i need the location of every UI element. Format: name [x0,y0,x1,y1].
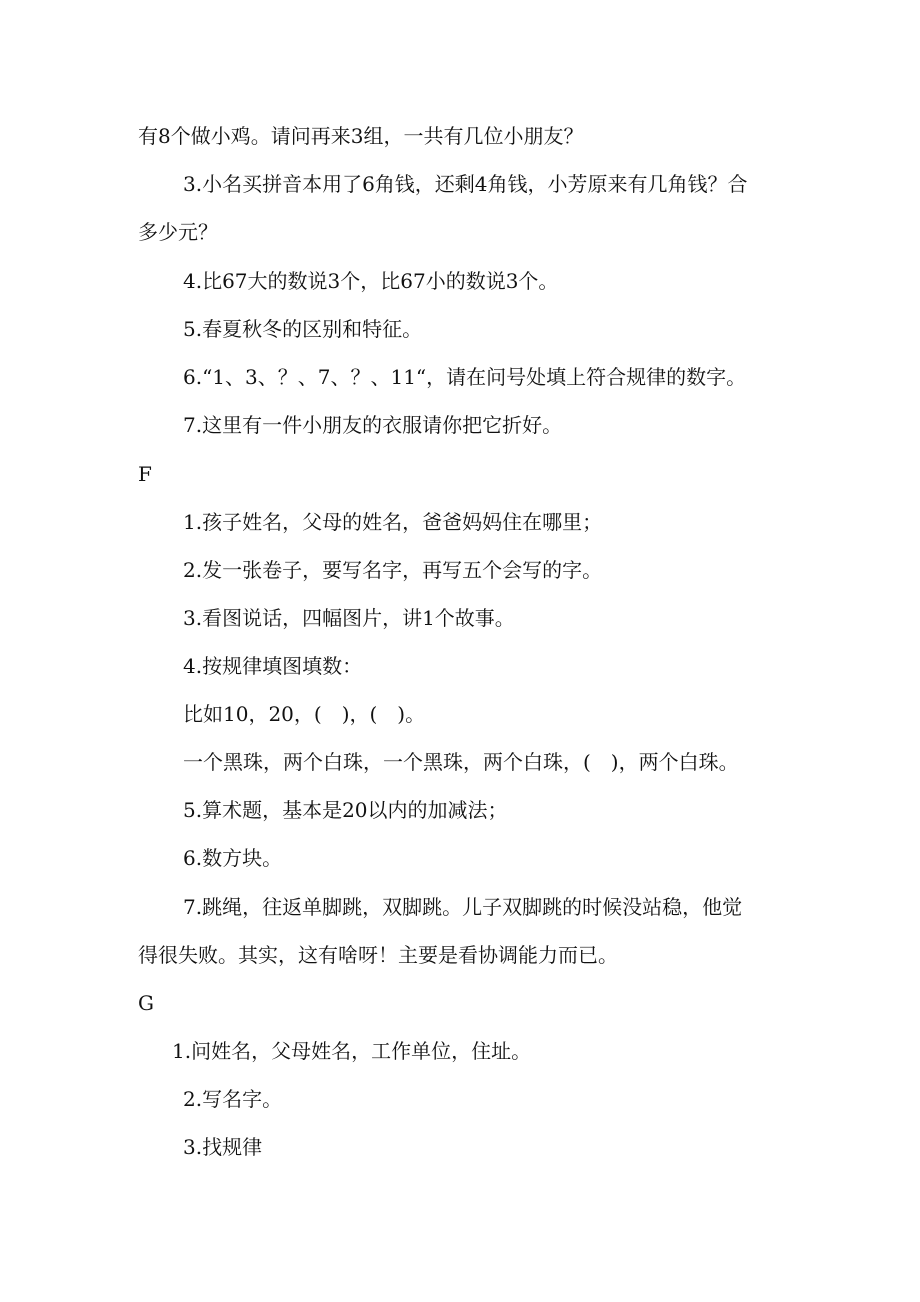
text-line: 6.“1、3、？、7、？、11“，请在问号处填上符合规律的数字。 [183,365,747,389]
text-line: 3.小名买拼音本用了6角钱，还剩4角钱，小芳原来有几角钱？合 [183,172,748,196]
text-line: 3.看图说话，四幅图片，讲1个故事。 [183,606,515,630]
text-line: 7.跳绳，往返单脚跳，双脚跳。儿子双脚跳的时候没站稳，他觉 [183,895,743,919]
section-heading: G [138,991,154,1015]
text-line: 4.按规律填图填数： [183,654,363,678]
text-line: 4.比67大的数说3个，比67小的数说3个。 [183,269,559,293]
text-line: 得很失败。其实，这有啥呀！主要是看协调能力而已。 [138,943,618,967]
text-line: 有8个做小鸡。请问再来3组，一共有几位小朋友？ [138,124,584,148]
text-line: 1.问姓名，父母姓名，工作单位，住址。 [172,1039,532,1063]
text-line: 2.发一张卷子，要写名字，再写五个会写的字。 [183,558,603,582]
text-line: 6.数方块。 [183,846,283,870]
text-line: 5.春夏秋冬的区别和特征。 [183,317,423,341]
text-line: 多少元？ [138,220,218,244]
text-line: 7.这里有一件小朋友的衣服请你把它折好。 [183,413,563,437]
text-line: 1.孩子姓名，父母的姓名，爸爸妈妈住在哪里； [183,510,603,534]
text-line: 一个黑珠，两个白珠，一个黑珠，两个白珠，( )，两个白珠。 [183,750,739,774]
text-line: 比如10，20，( )，( )。 [183,702,426,726]
section-heading: F [138,462,152,486]
text-line: 2.写名字。 [183,1087,283,1111]
text-line: 5.算术题，基本是20以内的加减法； [183,798,508,822]
text-line: 3.找规律 [183,1135,263,1159]
